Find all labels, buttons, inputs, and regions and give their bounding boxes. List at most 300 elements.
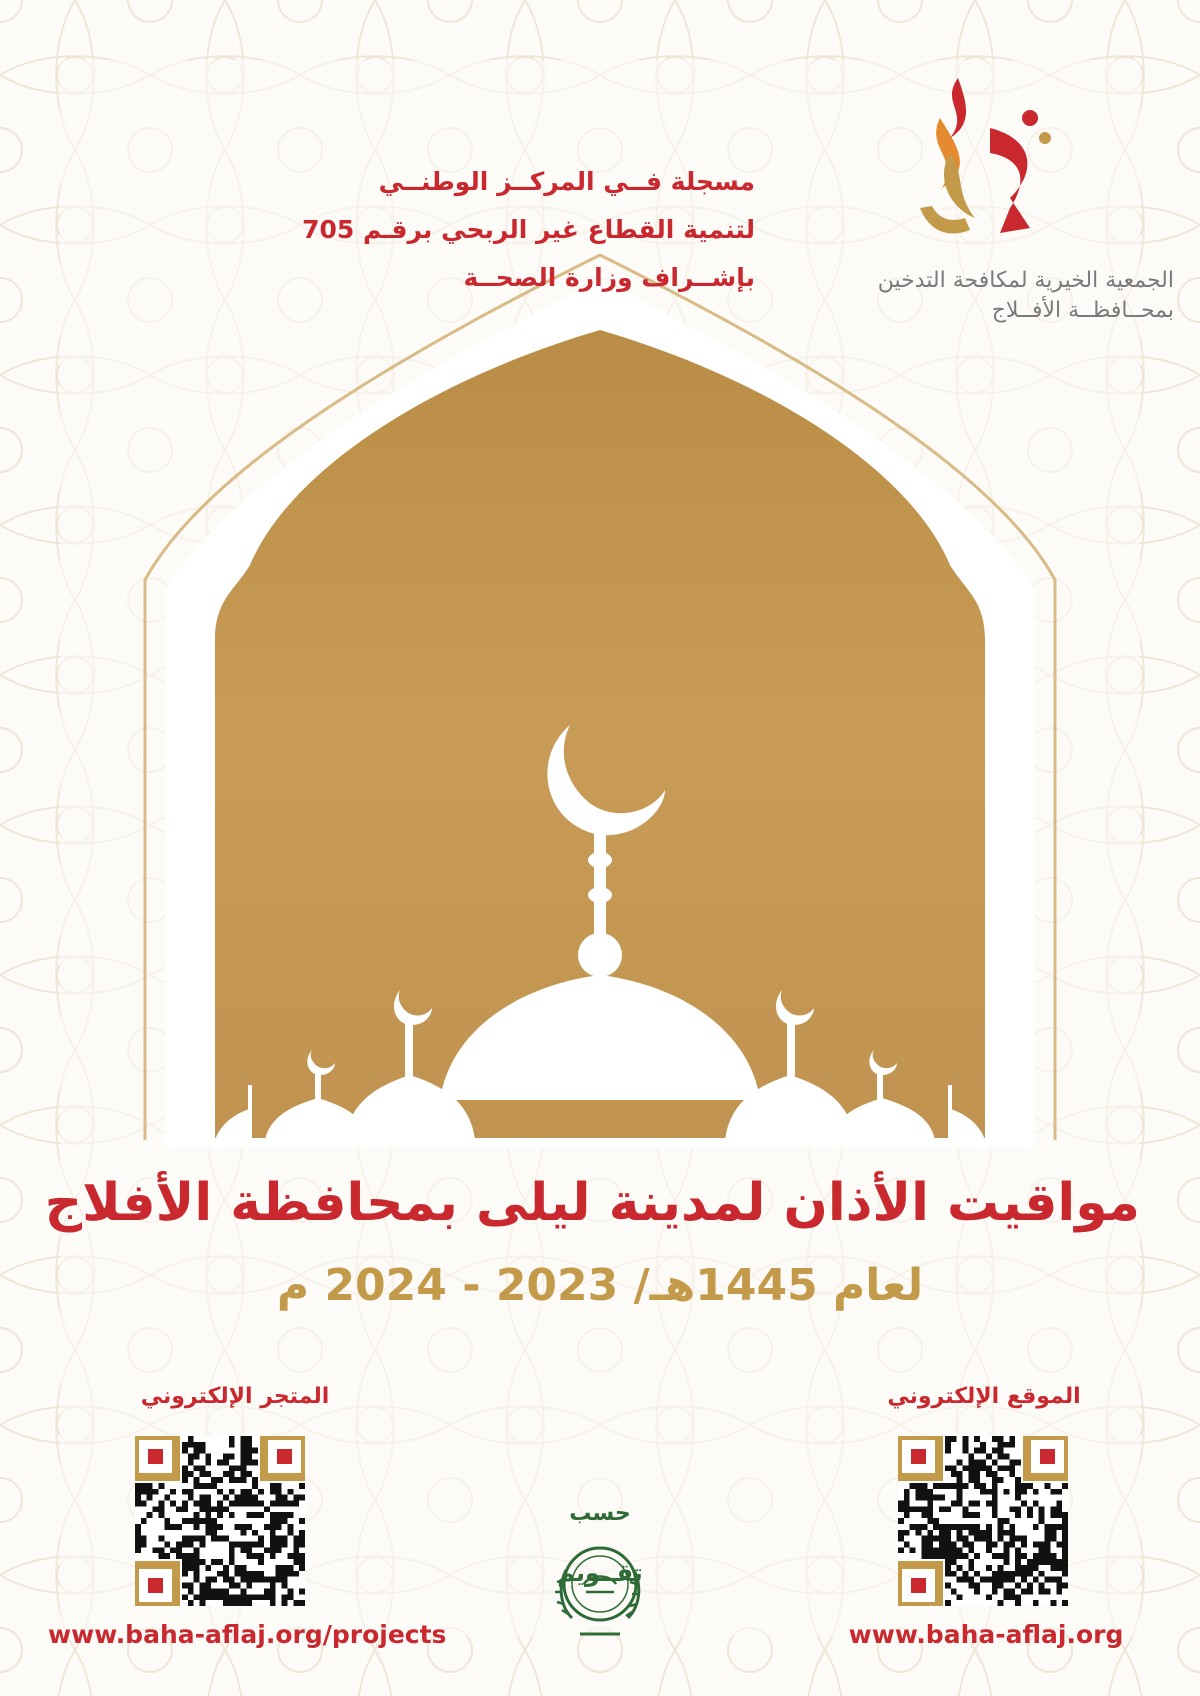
organization-name-line2: بمحــافظــة الأفــلاج [991, 298, 1174, 323]
qr-module [921, 1495, 927, 1501]
qr-module [957, 1489, 963, 1495]
qr-module [1056, 1583, 1062, 1589]
qr-module [1062, 1559, 1068, 1565]
qr-module [1004, 1559, 1010, 1565]
qr-module [939, 1553, 945, 1559]
qr-module [258, 1577, 264, 1583]
qr-module [1050, 1553, 1056, 1559]
qr-module [898, 1506, 904, 1512]
qr-module [276, 1518, 282, 1524]
qr-module [199, 1594, 205, 1600]
qr-module [1009, 1442, 1015, 1448]
qr-module [998, 1530, 1004, 1536]
qr-module [1056, 1559, 1062, 1565]
qr-module [235, 1542, 241, 1548]
qr-module [951, 1436, 957, 1442]
qr-module [264, 1577, 270, 1583]
qr-module [205, 1577, 211, 1583]
qr-module [258, 1542, 264, 1548]
qr-module [276, 1547, 282, 1553]
qr-module [211, 1477, 217, 1483]
qr-module [992, 1583, 998, 1589]
qr-module [205, 1512, 211, 1518]
qr-module [992, 1459, 998, 1465]
qr-module [1021, 1500, 1027, 1506]
qr-module [211, 1483, 217, 1489]
qr-module [951, 1547, 957, 1553]
qr-module [904, 1489, 910, 1495]
qr-module [986, 1577, 992, 1583]
qr-module [223, 1565, 229, 1571]
qr-module [223, 1600, 229, 1606]
qr-module [246, 1524, 252, 1530]
qr-module [933, 1547, 939, 1553]
store-qr-code-icon[interactable] [135, 1436, 305, 1606]
qr-module [217, 1524, 223, 1530]
qr-module [293, 1495, 299, 1501]
qr-module [968, 1559, 974, 1565]
qr-module [170, 1500, 176, 1506]
qr-module [199, 1542, 205, 1548]
qr-module [927, 1536, 933, 1542]
qr-module [968, 1512, 974, 1518]
qr-module [1009, 1465, 1015, 1471]
qr-module [158, 1506, 164, 1512]
qr-module [258, 1512, 264, 1518]
qr-module [252, 1500, 258, 1506]
qr-module [968, 1542, 974, 1548]
qr-module [217, 1506, 223, 1512]
qr-module [299, 1518, 305, 1524]
qr-module [951, 1524, 957, 1530]
qr-module [921, 1553, 927, 1559]
qr-module [968, 1577, 974, 1583]
qr-module [182, 1442, 188, 1448]
qr-module [276, 1565, 282, 1571]
qr-module [182, 1506, 188, 1512]
qr-module [921, 1547, 927, 1553]
qr-module [957, 1594, 963, 1600]
qr-module [282, 1500, 288, 1506]
qr-module [998, 1571, 1004, 1577]
qr-module [962, 1542, 968, 1548]
qr-module [199, 1500, 205, 1506]
qr-module [898, 1536, 904, 1542]
qr-module [276, 1500, 282, 1506]
qr-module [939, 1536, 945, 1542]
website-url-link[interactable]: www.baha-aflaj.org [848, 1620, 1124, 1649]
qr-module [282, 1542, 288, 1548]
qr-module [188, 1565, 194, 1571]
qr-module [264, 1506, 270, 1512]
qr-module [282, 1565, 288, 1571]
qr-module [992, 1577, 998, 1583]
qr-module [916, 1530, 922, 1536]
qr-module [141, 1518, 147, 1524]
qr-module [1021, 1542, 1027, 1548]
qr-module [235, 1594, 241, 1600]
qr-module [962, 1442, 968, 1448]
qr-module [945, 1524, 951, 1530]
qr-module [974, 1512, 980, 1518]
qr-module [904, 1495, 910, 1501]
registration-line2: لتنمية القطاع غير الربحي برقـم 705 [302, 215, 755, 244]
qr-module [904, 1512, 910, 1518]
qr-module [299, 1542, 305, 1548]
qr-module [241, 1448, 247, 1454]
qr-module [945, 1583, 951, 1589]
qr-module [992, 1542, 998, 1548]
calendar-word: تقــويم [557, 1559, 643, 1587]
qr-module [188, 1454, 194, 1460]
qr-module [282, 1577, 288, 1583]
qr-module [188, 1553, 194, 1559]
qr-module [1050, 1600, 1056, 1606]
qr-module [223, 1577, 229, 1583]
qr-module [1062, 1565, 1068, 1571]
qr-module [898, 1518, 904, 1524]
qr-module [992, 1588, 998, 1594]
qr-module [194, 1442, 200, 1448]
qr-module [182, 1489, 188, 1495]
qr-module [252, 1542, 258, 1548]
qr-module [945, 1536, 951, 1542]
qr-module [199, 1442, 205, 1448]
qr-module [1015, 1506, 1021, 1512]
qr-module [135, 1524, 141, 1530]
qr-module [998, 1518, 1004, 1524]
qr-module [241, 1454, 247, 1460]
qr-module [968, 1454, 974, 1460]
qr-module [217, 1536, 223, 1542]
qr-module [921, 1489, 927, 1495]
qr-module [199, 1583, 205, 1589]
qr-module [1056, 1524, 1062, 1530]
qr-module [217, 1500, 223, 1506]
qr-module [223, 1506, 229, 1512]
qr-module [1050, 1565, 1056, 1571]
qr-module [974, 1571, 980, 1577]
qr-module [241, 1524, 247, 1530]
qr-module [951, 1465, 957, 1471]
qr-module [951, 1471, 957, 1477]
qr-module [158, 1547, 164, 1553]
qr-module [968, 1565, 974, 1571]
qr-module [992, 1483, 998, 1489]
qr-module [241, 1495, 247, 1501]
qr-module [1015, 1559, 1021, 1565]
qr-module [957, 1471, 963, 1477]
qr-module [1050, 1559, 1056, 1565]
qr-module [241, 1565, 247, 1571]
qr-module [1009, 1588, 1015, 1594]
qr-module [141, 1536, 147, 1542]
qr-module [974, 1436, 980, 1442]
qr-module [904, 1542, 910, 1548]
qr-module [992, 1448, 998, 1454]
qr-module [1045, 1542, 1051, 1548]
qr-module [992, 1495, 998, 1501]
qr-module [980, 1489, 986, 1495]
qr-module [957, 1536, 963, 1542]
qr-module [992, 1489, 998, 1495]
qr-module [992, 1436, 998, 1442]
qr-module [962, 1524, 968, 1530]
qr-module [962, 1536, 968, 1542]
qr-module [974, 1483, 980, 1489]
qr-module [1039, 1588, 1045, 1594]
qr-module [176, 1542, 182, 1548]
qr-module [194, 1559, 200, 1565]
qr-module [945, 1465, 951, 1471]
qr-module [287, 1553, 293, 1559]
qr-module [1015, 1571, 1021, 1577]
qr-module [1015, 1583, 1021, 1589]
qr-module [986, 1542, 992, 1548]
qr-module [945, 1542, 951, 1548]
qr-module [182, 1500, 188, 1506]
qr-module [968, 1465, 974, 1471]
qr-module [135, 1489, 141, 1495]
qr-module [1039, 1559, 1045, 1565]
qr-module [176, 1547, 182, 1553]
qr-module [211, 1524, 217, 1530]
qr-module [241, 1547, 247, 1553]
qr-module [957, 1483, 963, 1489]
qr-module [182, 1448, 188, 1454]
qr-module [276, 1489, 282, 1495]
qr-module [164, 1495, 170, 1501]
qr-module [223, 1495, 229, 1501]
qr-module [980, 1536, 986, 1542]
qr-module [211, 1530, 217, 1536]
qr-module [910, 1524, 916, 1530]
qr-module [194, 1571, 200, 1577]
qr-module [980, 1530, 986, 1536]
qr-module [287, 1524, 293, 1530]
qr-module [986, 1489, 992, 1495]
registration-line1: مسجلة فــي المركــز الوطنــي [378, 167, 755, 196]
qr-module [170, 1547, 176, 1553]
qr-module [229, 1553, 235, 1559]
qr-module [223, 1588, 229, 1594]
qr-module [974, 1471, 980, 1477]
qr-module [1062, 1547, 1068, 1553]
qr-module [927, 1512, 933, 1518]
qr-module [992, 1553, 998, 1559]
qr-module [276, 1542, 282, 1548]
qr-module [264, 1588, 270, 1594]
qr-module [980, 1577, 986, 1583]
qr-module [1015, 1512, 1021, 1518]
qr-module [927, 1495, 933, 1501]
qr-module [153, 1547, 159, 1553]
qr-module [194, 1577, 200, 1583]
qr-module [252, 1495, 258, 1501]
qr-module [270, 1594, 276, 1600]
qr-module [968, 1459, 974, 1465]
qr-module [951, 1571, 957, 1577]
qr-module [951, 1588, 957, 1594]
qr-module [246, 1571, 252, 1577]
flame-calligraphy-logo-icon [880, 58, 1080, 258]
qr-module [287, 1512, 293, 1518]
qr-module [199, 1600, 205, 1606]
qr-module [276, 1495, 282, 1501]
qr-module [927, 1530, 933, 1536]
qr-module [1039, 1583, 1045, 1589]
qr-module [217, 1489, 223, 1495]
website-qr-code-icon[interactable] [898, 1436, 1068, 1606]
qr-module [264, 1594, 270, 1600]
qr-module [916, 1483, 922, 1489]
qr-module [182, 1571, 188, 1577]
qr-module [282, 1536, 288, 1542]
qr-module [229, 1436, 235, 1442]
qr-module [194, 1594, 200, 1600]
qr-module [217, 1459, 223, 1465]
qr-module [182, 1518, 188, 1524]
qr-module [252, 1512, 258, 1518]
qr-module [164, 1553, 170, 1559]
qr-module [205, 1459, 211, 1465]
qr-module [246, 1436, 252, 1442]
qr-module [927, 1500, 933, 1506]
qr-module [1015, 1477, 1021, 1483]
qr-module [194, 1524, 200, 1530]
qr-module [194, 1553, 200, 1559]
qr-module [1039, 1553, 1045, 1559]
qr-module [287, 1565, 293, 1571]
qr-module [1039, 1571, 1045, 1577]
qr-module [1027, 1571, 1033, 1577]
qr-module [968, 1530, 974, 1536]
qr-module [998, 1442, 1004, 1448]
qr-module [974, 1524, 980, 1530]
qr-module [1033, 1524, 1039, 1530]
qr-module [235, 1524, 241, 1530]
qr-module [1015, 1536, 1021, 1542]
qr-module [229, 1594, 235, 1600]
qr-module [276, 1536, 282, 1542]
qr-module [921, 1536, 927, 1542]
qr-module [229, 1600, 235, 1606]
qr-module [246, 1512, 252, 1518]
qr-module [939, 1495, 945, 1501]
qr-module [980, 1442, 986, 1448]
qr-module [229, 1465, 235, 1471]
qr-module [252, 1459, 258, 1465]
qr-module [1062, 1571, 1068, 1577]
qr-module [282, 1583, 288, 1589]
qr-module [904, 1500, 910, 1506]
qr-module [205, 1506, 211, 1512]
qr-module [188, 1489, 194, 1495]
qr-module [182, 1553, 188, 1559]
qr-module [246, 1583, 252, 1589]
qr-module [1004, 1588, 1010, 1594]
qr-module [974, 1588, 980, 1594]
qr-module [188, 1583, 194, 1589]
qr-module [933, 1536, 939, 1542]
qr-module [158, 1553, 164, 1559]
qr-module [1045, 1588, 1051, 1594]
qr-module [147, 1483, 153, 1489]
qr-module [1039, 1542, 1045, 1548]
qr-module [246, 1448, 252, 1454]
qr-module [287, 1500, 293, 1506]
qr-module [217, 1588, 223, 1594]
qr-module [194, 1465, 200, 1471]
qr-module [998, 1600, 1004, 1606]
qr-module [229, 1471, 235, 1477]
qr-module [141, 1542, 147, 1548]
qr-module [282, 1512, 288, 1518]
qr-module [293, 1536, 299, 1542]
qr-module [1004, 1489, 1010, 1495]
qr-module [199, 1588, 205, 1594]
qr-module [188, 1518, 194, 1524]
qr-module [246, 1459, 252, 1465]
qr-module [211, 1594, 217, 1600]
qr-module [258, 1559, 264, 1565]
qr-module [986, 1547, 992, 1553]
page-title: مواقيت الأذان لمدينة ليلى بمحافظة الأفلاج [44, 1173, 1140, 1233]
qr-module [992, 1477, 998, 1483]
qr-module [235, 1495, 241, 1501]
qr-module [968, 1500, 974, 1506]
qr-module [299, 1559, 305, 1565]
qr-module [264, 1524, 270, 1530]
qr-module [945, 1571, 951, 1577]
qr-module [927, 1553, 933, 1559]
qr-module [968, 1583, 974, 1589]
qr-module [1050, 1506, 1056, 1512]
qr-module [241, 1465, 247, 1471]
qr-module [229, 1542, 235, 1548]
qr-module [951, 1542, 957, 1548]
qr-module [223, 1471, 229, 1477]
qr-module [962, 1506, 968, 1512]
qr-module [1027, 1559, 1033, 1565]
qr-module [1021, 1577, 1027, 1583]
qr-module [921, 1506, 927, 1512]
qr-module [974, 1500, 980, 1506]
qr-module [293, 1571, 299, 1577]
qr-module [974, 1465, 980, 1471]
qr-module [270, 1583, 276, 1589]
qr-module [223, 1571, 229, 1577]
qr-module [939, 1524, 945, 1530]
store-url-link[interactable]: www.baha-aflaj.org/projects [48, 1620, 447, 1649]
qr-module [1009, 1459, 1015, 1465]
qr-module [252, 1594, 258, 1600]
qr-module [957, 1524, 963, 1530]
qr-module [194, 1536, 200, 1542]
qr-module [270, 1530, 276, 1536]
qr-module [933, 1518, 939, 1524]
qr-module [270, 1553, 276, 1559]
qr-module [176, 1506, 182, 1512]
qr-module [1009, 1524, 1015, 1530]
qr-module [293, 1559, 299, 1565]
qr-module [980, 1459, 986, 1465]
qr-module [241, 1600, 247, 1606]
qr-module [270, 1588, 276, 1594]
qr-module [299, 1600, 305, 1606]
qr-module [927, 1518, 933, 1524]
qr-module [182, 1536, 188, 1542]
